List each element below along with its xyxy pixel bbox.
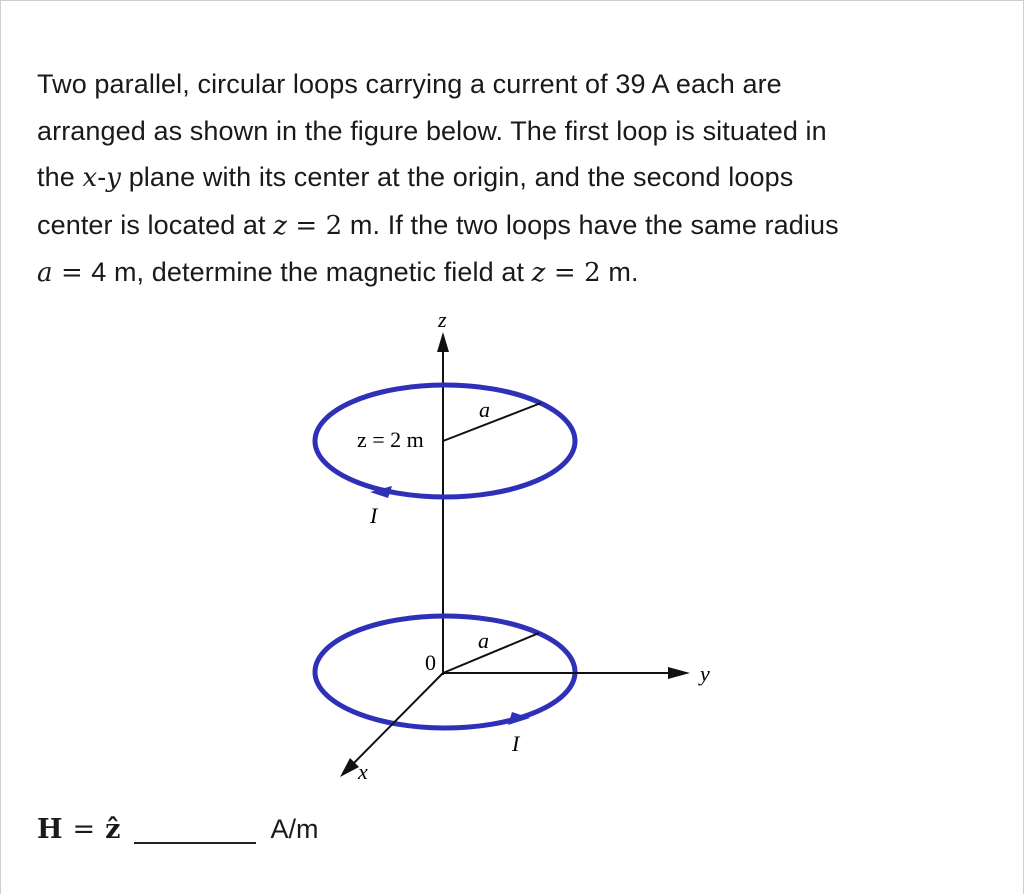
math-x: x [82, 163, 98, 193]
z-hat-unit-vector: ẑ [105, 813, 121, 845]
x-axis-label: x [358, 759, 368, 784]
problem-text: the [37, 162, 83, 192]
problem-line-2 [37, 108, 987, 155]
problem-text: 4 m, determine the magnetic field at [91, 257, 532, 287]
problem-text: center is located at [37, 209, 274, 240]
loops-figure [0, 300, 1024, 800]
top-loop-height-label: z = 2 m [357, 427, 424, 452]
field-symbol: H [37, 813, 63, 845]
bottom-current-label: I [512, 731, 520, 756]
math-value: 2 [584, 258, 601, 288]
math-a: a [37, 258, 53, 288]
math-y: y [106, 163, 122, 193]
y-axis-label: y [700, 661, 710, 686]
loops-diagram [0, 300, 1024, 800]
bottom-radius-label: a [478, 628, 489, 653]
z-axis-label: z [438, 307, 447, 332]
problem-text: - [97, 162, 107, 192]
problem-text: m. [600, 257, 639, 287]
problem-line-4 [37, 202, 987, 250]
answer-unit: A/m [270, 813, 319, 844]
problem-statement [37, 61, 987, 297]
math-equals: = [545, 258, 585, 288]
math-value: 2 [325, 210, 343, 241]
problem-text: plane with its center at the origin, and the second loops [121, 162, 794, 192]
math-equals: = [52, 258, 92, 288]
math-z: z [531, 258, 546, 288]
problem-text: arranged as shown in the figure below. The first loop is situated in [37, 115, 827, 146]
x-axis [346, 673, 443, 771]
answer-equals: = [72, 813, 96, 845]
z-axis-arrow-icon [437, 332, 449, 352]
problem-line-5 [37, 249, 987, 297]
math-z: z [273, 210, 288, 241]
bottom-radius-line [443, 633, 539, 673]
top-radius-label: a [479, 397, 490, 422]
answer-input[interactable] [134, 814, 256, 844]
problem-text: m. If the two loops have the same radius [342, 209, 839, 240]
top-current-label: I [370, 503, 378, 528]
problem-text: Two parallel, circular loops carrying a current of 39 A each are [37, 69, 782, 99]
math-equals: = [287, 210, 326, 241]
y-axis-arrow-icon [668, 667, 690, 679]
top-radius-line [443, 403, 541, 441]
origin-label: 0 [425, 650, 436, 675]
answer-row [37, 806, 319, 852]
problem-line-1 [37, 61, 987, 108]
problem-line-3 [37, 154, 987, 202]
